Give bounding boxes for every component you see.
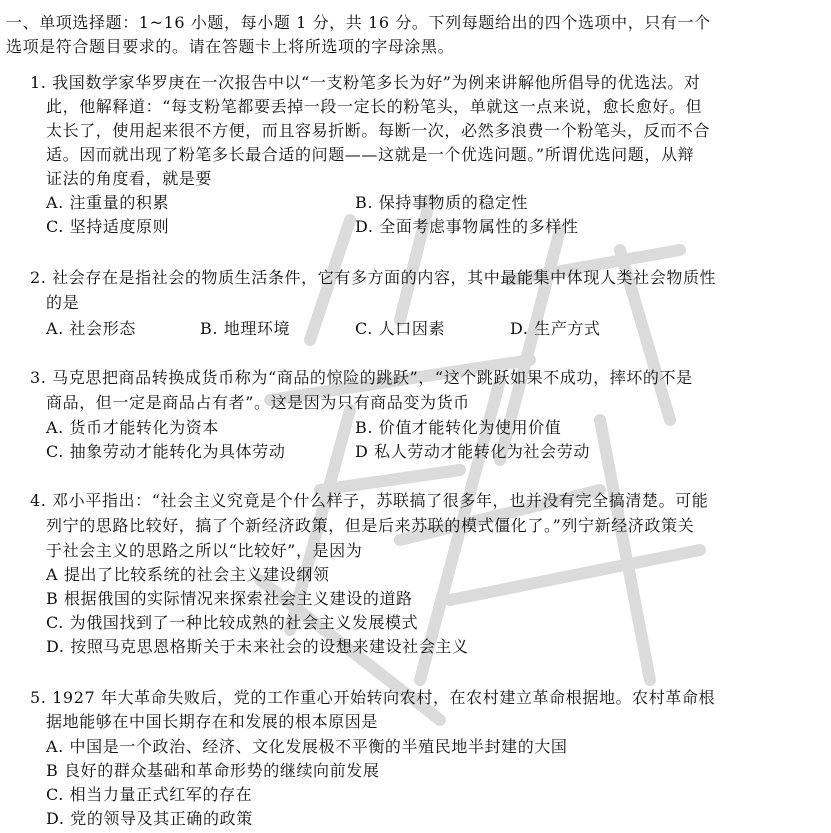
question-4-option-d: D. 按照马克思恩格斯关于未来社会的设想来建设社会主义 — [46, 637, 469, 656]
question-2-option-d: D. 生产方式 — [510, 319, 601, 338]
question-1-option-b: B. 保持事物质的稳定性 — [355, 193, 529, 212]
question-3-option-b: B. 价值才能转化为使用价值 — [355, 418, 562, 437]
question-5-stem-line-2: 据地能够在中国长期存在和发展的根本原因是 — [46, 712, 379, 731]
question-1-stem-line-3: 太长了，使用起来很不方便，而且容易折断。每断一次，必然多浪费一个粉笔头，反而不合 — [46, 121, 711, 140]
question-1-stem-line-5: 证法的角度看，就是要 — [46, 169, 213, 188]
question-2-stem-line-2: 的是 — [46, 293, 80, 312]
question-5-option-a: A. 中国是一个政治、经济、文化发展极不平衡的半殖民地半封建的大国 — [46, 737, 568, 756]
question-4-stem-line-2: 列宁的思路比较好，搞了个新经济政策，但是后来苏联的模式僵化了。”列宁新经济政策关 — [46, 516, 695, 535]
question-2-option-b: B. 地理环境 — [200, 319, 291, 338]
question-5-option-b: B 良好的群众基础和革命形势的继续向前发展 — [46, 761, 380, 780]
question-3-option-d: D 私人劳动才能转化为社会劳动 — [355, 442, 590, 461]
question-1-stem-line-4: 适。因而就出现了粉笔多长最合适的问题——这就是一个优选问题。”所谓优选问题，从辩 — [46, 145, 695, 164]
question-5-stem-line-1: 5. 1927 年大革命失败后，党的工作重心开始转向农村，在农村建立革命根据地。农村革命根 — [30, 688, 716, 707]
question-1-stem-line-2: 此，他解释道：“每支粉笔都要丢掉一段一定长的粉笔头，单就这一点来说，愈长愈好。但 — [46, 97, 703, 116]
question-3-stem-line-1: 3. 马克思把商品转换成货币称为“商品的惊险的跳跃”，“这个跳跃如果不成功，摔坏的不是 — [30, 368, 693, 387]
section-header-line-2: 选项是符合题目要求的。请在答题卡上将所选项的字母涂黑。 — [6, 37, 455, 56]
question-4-stem-line-1: 4. 邓小平指出：“社会主义究竟是个什么样子，苏联搞了很多年，也并没有完全搞清楚。可能 — [30, 491, 709, 510]
section-header-line-1: 一、单项选择题：1~16 小题，每小题 1 分，共 16 分。下列每题给出的四个选项中，只有一个 — [6, 13, 711, 32]
question-2-stem-line-1: 2. 社会存在是指社会的物质生活条件，它有多方面的内容，其中最能集中体现人类社会物质性 — [30, 268, 717, 287]
question-4-stem-line-3: 于社会主义的思路之所以“比较好”，是因为 — [46, 541, 363, 560]
question-4-option-b: B 根据俄国的实际情况来探索社会主义建设的道路 — [46, 589, 413, 608]
question-2-option-c: C. 人口因素 — [355, 319, 446, 338]
question-4-option-a: A 提出了比较系统的社会主义建设纲领 — [46, 565, 330, 584]
question-5-option-c: C. 相当力量正式红军的存在 — [46, 785, 253, 804]
question-1-option-c: C. 坚持适度原则 — [46, 217, 170, 236]
question-3-stem-line-2: 商品，但一定是商品占有者”。这是因为只有商品变为货币 — [46, 393, 470, 412]
question-3-option-a: A. 货币才能转化为资本 — [46, 418, 219, 437]
question-2-option-a: A. 社会形态 — [46, 319, 136, 338]
question-5-option-d: D. 党的领导及其正确的政策 — [46, 809, 253, 828]
question-1-option-a: A. 注重量的积累 — [46, 193, 170, 212]
question-1-option-d: D. 全面考虑事物属性的多样性 — [355, 217, 579, 236]
question-1-stem-line-1: 1. 我国数学家华罗庚在一次报告中以“一支粉笔多长为好”为例来讲解他所倡导的优选法。对 — [30, 73, 701, 92]
question-4-option-c: C. 为俄国找到了一种比较成熟的社会主义发展模式 — [46, 613, 419, 632]
question-3-option-c: C. 抽象劳动才能转化为具体劳动 — [46, 442, 286, 461]
